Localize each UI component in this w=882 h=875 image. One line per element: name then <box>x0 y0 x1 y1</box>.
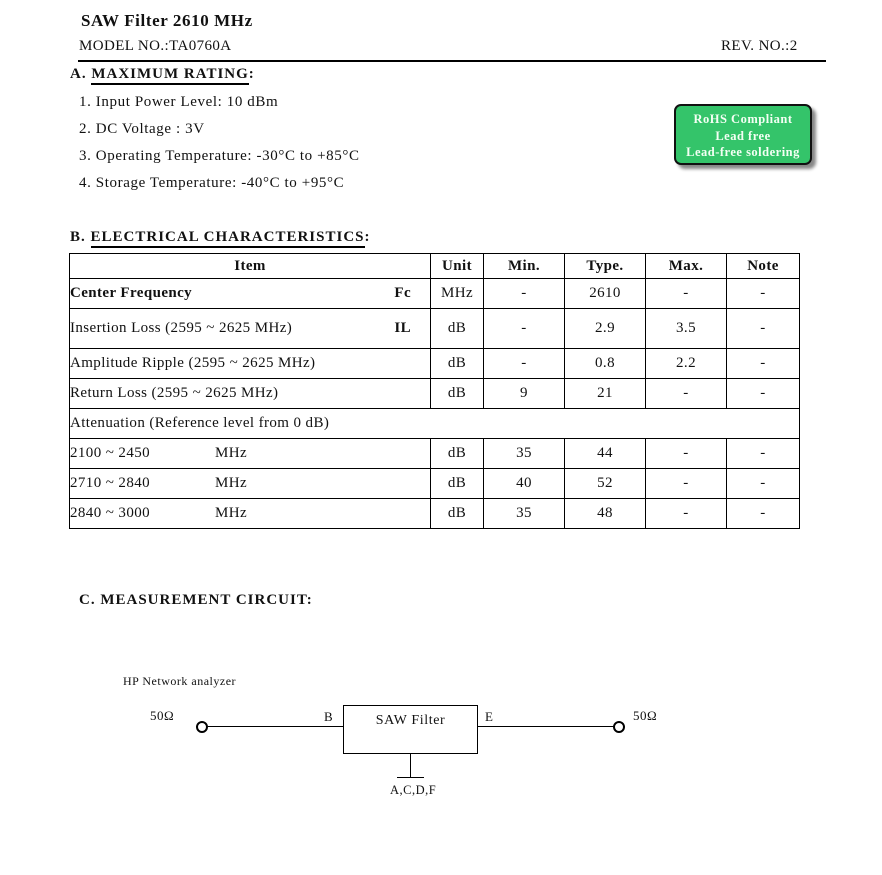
revision-number: REV. NO.:2 <box>721 38 798 54</box>
column-header: Type. <box>565 254 646 279</box>
item-cell <box>70 349 431 379</box>
typ-cell: 21 <box>565 379 646 409</box>
left-impedance: 50Ω <box>150 708 175 723</box>
item-cell <box>70 379 431 409</box>
range-value: 2710 ~ 2840 <box>70 475 151 491</box>
port-b-label: B <box>324 709 334 724</box>
column-header: Item <box>70 254 431 279</box>
table-row <box>70 469 800 499</box>
rohs-line: Lead-free soldering <box>686 145 800 159</box>
section-b-heading: B. ELECTRICAL CHARACTERISTICS: <box>70 229 371 246</box>
unit-cell: dB <box>431 379 484 409</box>
saw-filter-box <box>343 705 478 754</box>
input-wire <box>208 726 344 727</box>
range-unit: MHz <box>215 445 248 461</box>
right-impedance: 50Ω <box>633 708 658 723</box>
column-header: Max. <box>646 254 727 279</box>
item-cell <box>70 279 431 309</box>
max-cell: - <box>646 279 727 309</box>
note-cell: - <box>727 279 800 309</box>
unit-cell: dB <box>431 349 484 379</box>
min-cell: 35 <box>484 439 565 469</box>
table-row <box>70 439 800 469</box>
header-divider <box>78 60 826 62</box>
note-cell: - <box>727 499 800 529</box>
range-unit: MHz <box>215 505 248 521</box>
section-c-heading: C. MEASUREMENT CIRCUIT: <box>79 592 313 608</box>
rating-item: 1. Input Power Level: 10 dBm <box>79 94 279 110</box>
table-row <box>70 379 800 409</box>
max-cell: - <box>646 469 727 499</box>
attenuation-row <box>70 409 800 439</box>
table-row <box>70 279 800 309</box>
rating-item: 4. Storage Temperature: -40°C to +95°C <box>79 175 345 191</box>
ground-pins-label: A,C,D,F <box>390 783 437 797</box>
range-cell <box>70 499 431 529</box>
electrical-characteristics-table <box>69 253 800 529</box>
typ-cell: 2610 <box>565 279 646 309</box>
typ-cell: 52 <box>565 469 646 499</box>
item-cell <box>70 309 431 349</box>
typ-cell: 48 <box>565 499 646 529</box>
unit-cell: dB <box>431 499 484 529</box>
right-terminal-icon <box>613 721 625 733</box>
table-row <box>70 349 800 379</box>
range-unit: MHz <box>215 475 248 491</box>
item-name: Amplitude Ripple (2595 ~ 2625 MHz) <box>70 355 316 371</box>
unit-cell: dB <box>431 309 484 349</box>
min-cell: 9 <box>484 379 565 409</box>
table-row <box>70 499 800 529</box>
range-value: 2840 ~ 3000 <box>70 505 151 521</box>
column-header: Note <box>727 254 800 279</box>
attenuation-label: Attenuation (Reference level from 0 dB) <box>70 409 800 439</box>
range-cell <box>70 439 431 469</box>
rating-item: 2. DC Voltage : 3V <box>79 121 205 137</box>
min-cell: 40 <box>484 469 565 499</box>
unit-cell: dB <box>431 439 484 469</box>
range-cell <box>70 469 431 499</box>
saw-filter-label: SAW Filter <box>375 713 446 728</box>
note-cell: - <box>727 309 800 349</box>
column-header: Min. <box>484 254 565 279</box>
ground-wire <box>410 753 411 777</box>
model-number: MODEL NO.:TA0760A <box>79 38 232 54</box>
analyzer-label: HP Network analyzer <box>123 674 237 688</box>
min-cell: - <box>484 309 565 349</box>
min-cell: - <box>484 349 565 379</box>
item-name: Center Frequency <box>70 285 193 301</box>
left-terminal-icon <box>196 721 208 733</box>
note-cell: - <box>727 439 800 469</box>
item-name: Insertion Loss (2595 ~ 2625 MHz) <box>70 320 293 336</box>
max-cell: - <box>646 379 727 409</box>
max-cell: 3.5 <box>646 309 727 349</box>
port-e-label: E <box>485 709 494 724</box>
output-wire <box>477 726 614 727</box>
rohs-line: Lead free <box>715 128 771 143</box>
max-cell: 2.2 <box>646 349 727 379</box>
min-cell: 35 <box>484 499 565 529</box>
max-cell: - <box>646 499 727 529</box>
item-symbol: Fc <box>394 285 411 301</box>
note-cell: - <box>727 469 800 499</box>
table-row <box>70 309 800 349</box>
document-title: SAW Filter 2610 MHz <box>81 11 253 30</box>
rohs-line: RoHS Compliant <box>693 112 793 126</box>
note-cell: - <box>727 349 800 379</box>
unit-cell: MHz <box>431 279 484 309</box>
column-header: Unit <box>431 254 484 279</box>
typ-cell: 0.8 <box>565 349 646 379</box>
typ-cell: 2.9 <box>565 309 646 349</box>
min-cell: - <box>484 279 565 309</box>
typ-cell: 44 <box>565 439 646 469</box>
rating-item: 3. Operating Temperature: -30°C to +85°C <box>79 148 360 164</box>
ground-symbol-icon <box>397 777 424 778</box>
unit-cell: dB <box>431 469 484 499</box>
note-cell: - <box>727 379 800 409</box>
range-value: 2100 ~ 2450 <box>70 445 151 461</box>
item-name: Return Loss (2595 ~ 2625 MHz) <box>70 385 279 401</box>
item-symbol: IL <box>394 320 411 336</box>
table-header-row <box>70 254 800 279</box>
max-cell: - <box>646 439 727 469</box>
section-a-heading: A. MAXIMUM RATING: <box>70 66 255 83</box>
rohs-badge <box>674 104 812 165</box>
